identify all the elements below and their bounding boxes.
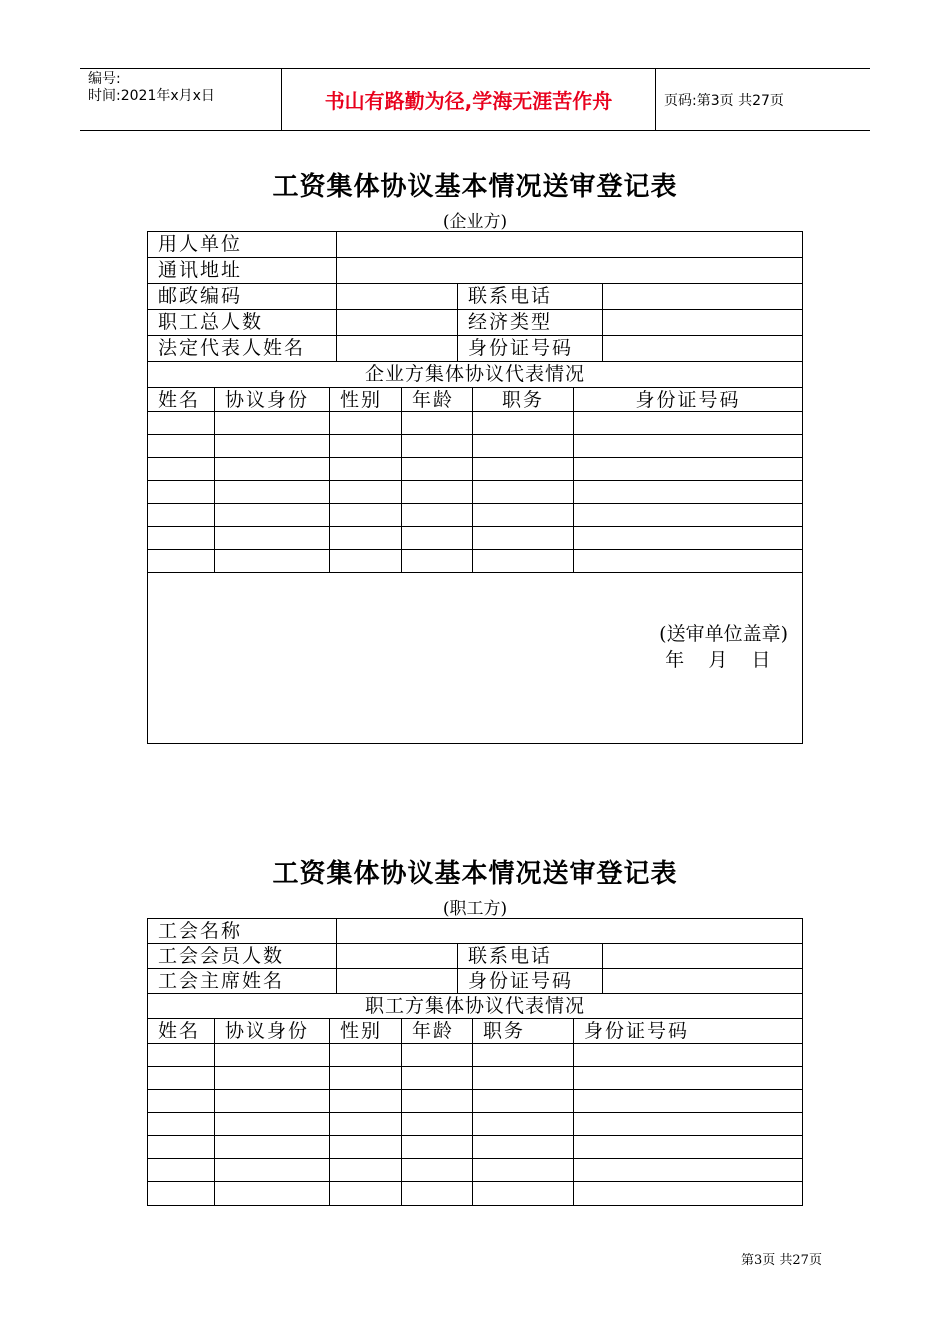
col-id-number: 身份证号码 <box>573 1019 802 1043</box>
col-name: 姓名 <box>158 1020 201 1042</box>
table-cell[interactable] <box>472 550 573 572</box>
union-name-input[interactable] <box>336 919 802 943</box>
col-gender: 性别 <box>329 1019 401 1043</box>
seal-label: (送审单位盖章) <box>659 623 788 645</box>
form1-row-legal-rep <box>148 336 802 362</box>
table-row <box>148 481 802 504</box>
chair-name-label: 工会主席姓名 <box>158 970 285 992</box>
table-cell[interactable] <box>329 1113 401 1135</box>
table-cell[interactable] <box>573 435 802 457</box>
form1-row-staff <box>148 310 802 336</box>
table-row <box>148 1182 802 1205</box>
table-cell[interactable] <box>148 1182 214 1205</box>
table-cell[interactable] <box>148 1067 214 1089</box>
address-input[interactable] <box>336 258 802 283</box>
table-row <box>148 1136 802 1159</box>
table-cell[interactable] <box>329 412 401 434</box>
table-cell[interactable] <box>401 435 472 457</box>
phone-input[interactable] <box>602 284 802 309</box>
table-cell[interactable] <box>573 1113 802 1135</box>
table-cell[interactable] <box>214 1067 329 1089</box>
table-cell[interactable] <box>472 1067 573 1089</box>
table-cell[interactable] <box>472 1090 573 1112</box>
time-label: 时间:2021年x月x日 <box>88 88 215 104</box>
form1-section-row <box>148 362 802 388</box>
form2-title: 工资集体协议基本情况送审登记表 <box>272 859 678 889</box>
table-cell[interactable] <box>329 1159 401 1181</box>
table-cell[interactable] <box>214 527 329 549</box>
table-cell[interactable] <box>214 550 329 572</box>
table-cell[interactable] <box>573 481 802 503</box>
phone-label: 联系电话 <box>457 284 602 309</box>
table-cell[interactable] <box>472 412 573 434</box>
table-cell[interactable] <box>573 1044 802 1066</box>
form1-row-postcode <box>148 284 802 310</box>
postcode-label: 邮政编码 <box>158 285 243 307</box>
table-cell[interactable] <box>214 481 329 503</box>
table-cell[interactable] <box>401 1067 472 1089</box>
table-row <box>148 435 802 458</box>
table-row <box>148 1044 802 1067</box>
table-cell[interactable] <box>573 1136 802 1158</box>
col-name: 姓名 <box>158 389 201 411</box>
table-row <box>148 527 802 550</box>
page-header <box>80 68 870 131</box>
table-cell[interactable] <box>329 1044 401 1066</box>
table-cell[interactable] <box>214 458 329 480</box>
form1-data-rows <box>148 412 802 573</box>
table-cell[interactable] <box>573 1159 802 1181</box>
table-cell[interactable] <box>148 527 214 549</box>
table-cell[interactable] <box>573 504 802 526</box>
table-cell[interactable] <box>401 412 472 434</box>
table-cell[interactable] <box>148 1136 214 1158</box>
table-cell[interactable] <box>214 412 329 434</box>
table-cell[interactable] <box>214 504 329 526</box>
table-cell[interactable] <box>148 1113 214 1135</box>
postcode-input[interactable] <box>336 284 457 309</box>
table-cell[interactable] <box>401 1044 472 1066</box>
form2-section-heading: 职工方集体协议代表情况 <box>364 995 585 1017</box>
staff-count-input[interactable] <box>336 310 457 335</box>
table-cell[interactable] <box>573 1090 802 1112</box>
col-role: 协议身份 <box>214 1019 329 1043</box>
table-cell[interactable] <box>401 1159 472 1181</box>
header-meta <box>88 69 283 132</box>
table-cell[interactable] <box>401 1136 472 1158</box>
union-phone-input[interactable] <box>602 944 802 968</box>
col-position: 职务 <box>472 1019 573 1043</box>
col-age: 年龄 <box>401 1019 472 1043</box>
form2-row-members <box>148 944 802 969</box>
table-cell[interactable] <box>214 435 329 457</box>
table-cell[interactable] <box>148 1159 214 1181</box>
table-cell[interactable] <box>329 527 401 549</box>
employer-label: 用人单位 <box>158 233 243 255</box>
table-row <box>148 412 802 435</box>
table-cell[interactable] <box>472 458 573 480</box>
col-gender: 性别 <box>329 388 401 411</box>
table-cell[interactable] <box>148 481 214 503</box>
form2-data-rows <box>148 1044 802 1205</box>
table-cell[interactable] <box>401 458 472 480</box>
form2-row-chair <box>148 969 802 994</box>
form1-subtitle: (企业方) <box>442 212 508 232</box>
table-cell[interactable] <box>573 1182 802 1205</box>
header-page-info: 页码:第3页 共27页 <box>664 92 784 109</box>
table-cell[interactable] <box>329 481 401 503</box>
table-row <box>148 1113 802 1136</box>
table-cell[interactable] <box>329 1136 401 1158</box>
table-row <box>148 1067 802 1090</box>
address-label: 通讯地址 <box>158 259 243 281</box>
legal-rep-input[interactable] <box>336 336 457 361</box>
table-cell[interactable] <box>148 504 214 526</box>
legal-rep-label: 法定代表人姓名 <box>158 337 306 359</box>
econ-type-label: 经济类型 <box>457 310 602 335</box>
form2-subtitle: (职工方) <box>442 899 508 919</box>
id-number-input[interactable] <box>602 336 802 361</box>
form2-table <box>147 918 803 1206</box>
seal-block <box>659 621 788 673</box>
table-cell[interactable] <box>148 412 214 434</box>
table-row <box>148 1090 802 1113</box>
table-cell[interactable] <box>329 1182 401 1205</box>
table-cell[interactable] <box>573 550 802 572</box>
table-cell[interactable] <box>148 435 214 457</box>
table-cell[interactable] <box>472 1159 573 1181</box>
form1-section-heading: 企业方集体协议代表情况 <box>364 363 585 385</box>
table-cell[interactable] <box>329 435 401 457</box>
page-footer: 第3页 共27页 <box>741 1253 822 1268</box>
table-cell[interactable] <box>573 458 802 480</box>
table-row <box>148 458 802 481</box>
seal-date: 年 月 日 <box>665 649 771 671</box>
table-cell[interactable] <box>148 458 214 480</box>
table-cell[interactable] <box>214 1044 329 1066</box>
table-cell[interactable] <box>214 1136 329 1158</box>
table-cell[interactable] <box>329 550 401 572</box>
form1-row-employer <box>148 232 802 258</box>
member-count-input[interactable] <box>336 944 457 968</box>
union-name-label: 工会名称 <box>158 920 243 942</box>
col-id-number: 身份证号码 <box>573 388 802 411</box>
econ-type-input[interactable] <box>602 310 802 335</box>
seal-area[interactable] <box>148 573 802 743</box>
table-cell[interactable] <box>148 1090 214 1112</box>
table-cell[interactable] <box>401 504 472 526</box>
table-cell[interactable] <box>329 458 401 480</box>
col-role: 协议身份 <box>214 388 329 411</box>
employer-input[interactable] <box>336 232 802 257</box>
union-phone-label: 联系电话 <box>457 944 602 968</box>
table-cell[interactable] <box>401 1182 472 1205</box>
table-row <box>148 1159 802 1182</box>
form1-column-header-row <box>148 388 802 412</box>
table-cell[interactable] <box>148 550 214 572</box>
table-cell[interactable] <box>214 1090 329 1112</box>
table-cell[interactable] <box>329 504 401 526</box>
table-cell[interactable] <box>401 1090 472 1112</box>
staff-count-label: 职工总人数 <box>158 311 264 333</box>
table-cell[interactable] <box>573 527 802 549</box>
table-cell[interactable] <box>214 1113 329 1135</box>
table-cell[interactable] <box>472 527 573 549</box>
table-cell[interactable] <box>401 1113 472 1135</box>
form2-row-union <box>148 919 802 944</box>
id-number-label: 身份证号码 <box>457 336 602 361</box>
chair-name-input[interactable] <box>336 969 457 993</box>
form1-title: 工资集体协议基本情况送审登记表 <box>272 172 678 202</box>
table-cell[interactable] <box>472 1113 573 1135</box>
table-row <box>148 504 802 527</box>
chair-id-input[interactable] <box>602 969 802 993</box>
table-cell[interactable] <box>472 1182 573 1205</box>
table-cell[interactable] <box>573 412 802 434</box>
table-cell[interactable] <box>401 527 472 549</box>
table-cell[interactable] <box>472 435 573 457</box>
table-cell[interactable] <box>214 1159 329 1181</box>
table-cell[interactable] <box>329 1090 401 1112</box>
chair-id-label: 身份证号码 <box>457 969 602 993</box>
table-row <box>148 550 802 573</box>
table-cell[interactable] <box>472 504 573 526</box>
col-age: 年龄 <box>401 388 472 411</box>
table-cell[interactable] <box>401 550 472 572</box>
table-cell[interactable] <box>573 1067 802 1089</box>
table-cell[interactable] <box>214 1182 329 1205</box>
form2-column-header-row <box>148 1019 802 1044</box>
col-position: 职务 <box>472 388 573 411</box>
table-cell[interactable] <box>329 1067 401 1089</box>
table-cell[interactable] <box>401 481 472 503</box>
form1-row-address <box>148 258 802 284</box>
serial-label: 编号: <box>88 71 121 87</box>
table-cell[interactable] <box>148 1044 214 1066</box>
form1-table <box>147 231 803 744</box>
table-cell[interactable] <box>472 1044 573 1066</box>
member-count-label: 工会会员人数 <box>158 945 285 967</box>
header-motto: 书山有路勤为径,学海无涯苦作舟 <box>281 69 656 130</box>
table-cell[interactable] <box>472 481 573 503</box>
form2-section-row <box>148 994 802 1019</box>
table-cell[interactable] <box>472 1136 573 1158</box>
